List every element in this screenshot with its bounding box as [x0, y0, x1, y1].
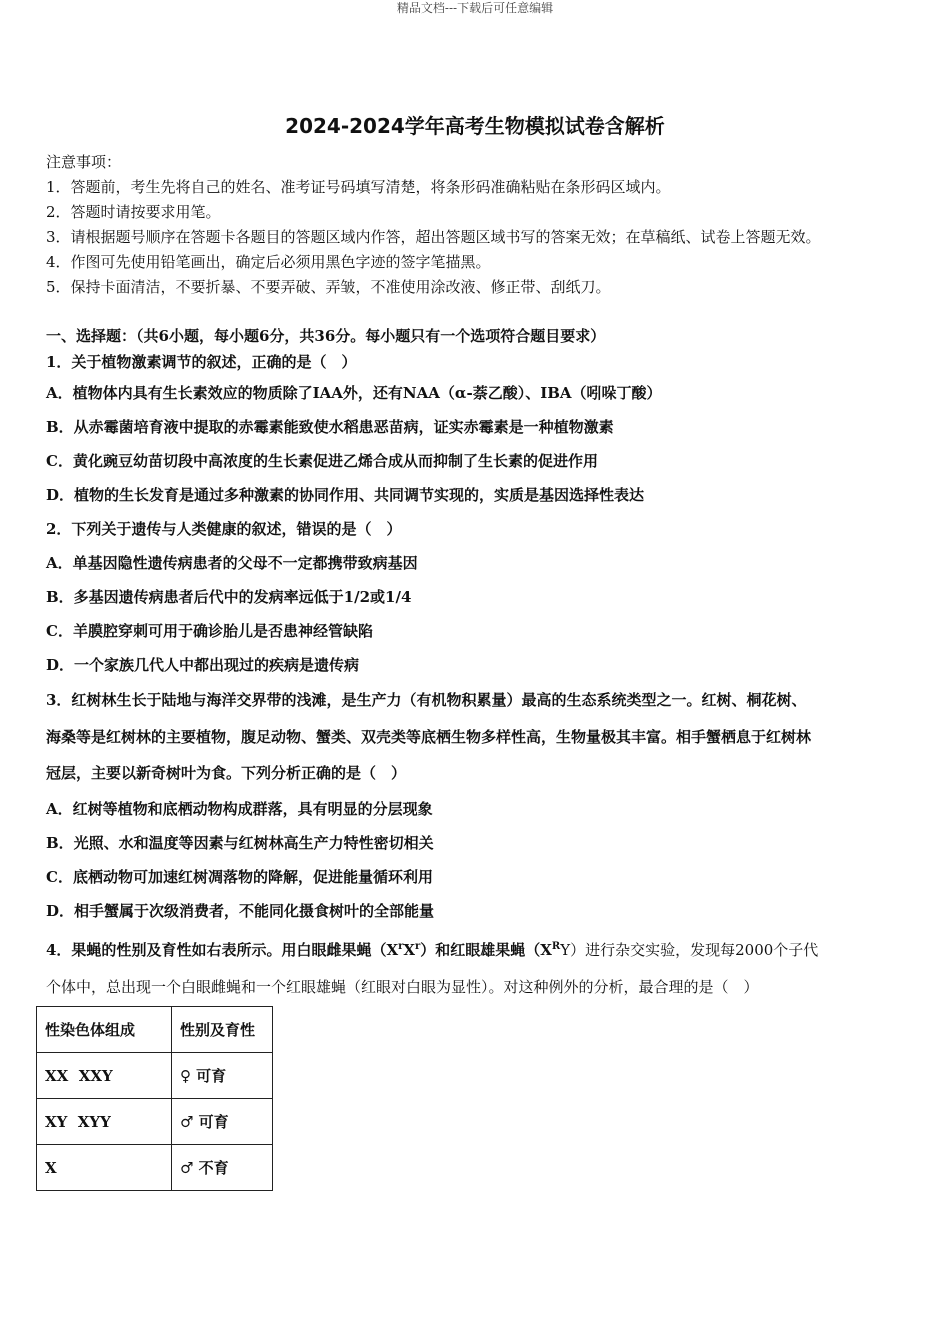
document-body — [46, 150, 916, 1006]
q4-mid1: X — [403, 940, 415, 959]
notice-heading: 注意事项： — [46, 153, 122, 171]
sex-chromosome-table — [36, 1006, 273, 1191]
question-2 — [46, 512, 916, 682]
spacer — [46, 300, 916, 324]
question-stem: 1．关于植物激素调节的叙述，正确的是（ ） — [46, 353, 357, 371]
q4-sup2: r — [415, 940, 421, 952]
question-3 — [46, 682, 916, 928]
table-row — [37, 1053, 273, 1099]
option-a: A．红树等植物和底栖动物构成群落，具有明显的分层现象 — [46, 799, 433, 818]
header-note: 精品文档---下载后可任意编辑 — [396, 1, 554, 15]
table-row — [37, 1099, 273, 1145]
question-stem: 2．下列关于遗传与人类健康的叙述，错误的是（ ） — [46, 520, 402, 538]
table-cell: ♂ 不育 — [172, 1145, 273, 1191]
option-b: B．从赤霉菌培育液中提取的赤霉素能致使水稻患恶苗病，证实赤霉素是一种植物激素 — [46, 418, 614, 436]
option-c: C．黄化豌豆幼苗切段中高浓度的生长素促进乙烯合成从而抑制了生长素的促进作用 — [46, 452, 598, 470]
q4-part3: Y）进行杂交实验，发现每2000个子代 — [560, 940, 819, 959]
table-header: 性别及育性 — [172, 1007, 273, 1053]
notice-item: 3．请根据题号顺序在答题卡各题目的答题区域内作答，超出答题区域书写的答案无效；在草稿纸、试卷上答题无效。 — [46, 228, 821, 246]
table-cell: XX XXY — [37, 1053, 172, 1099]
table-cell: ♂ 可育 — [172, 1099, 273, 1145]
table-header-row — [37, 1007, 273, 1053]
q4-sup1: r — [398, 940, 404, 952]
option-b: B．光照、水和温度等因素与红树林高生产力特性密切相关 — [46, 833, 434, 852]
table-cell: X — [37, 1145, 172, 1191]
q4-part2: ）和红眼雄果蝇（X — [420, 940, 552, 959]
option-c: C．羊膜腔穿刺可用于确诊胎儿是否患神经管缺陷 — [46, 622, 373, 640]
q4-sup3: R — [551, 940, 561, 952]
table-header: 性染色体组成 — [37, 1007, 172, 1053]
notice-item: 1．答题前，考生先将自己的姓名、准考证号码填写清楚，将条形码准确粘贴在条形码区域内。 — [46, 178, 671, 196]
notice-item: 2．答题时请按要求用笔。 — [46, 203, 221, 221]
option-c: C．底栖动物可加速红树凋落物的降解，促进能量循环利用 — [46, 867, 433, 886]
option-b: B．多基因遗传病患者后代中的发病率远低于1/2或1/4 — [46, 588, 412, 606]
page-title: 2024-2024学年高考生物模拟试卷含解析 — [285, 114, 665, 138]
section-heading: 一、选择题：（共6小题，每小题6分，共36分。每小题只有一个选项符合题目要求） — [46, 327, 606, 345]
question-stem-line: 个体中，总出现一个白眼雌蝇和一个红眼雄蝇（红眼对白眼为显性）。对这种例外的分析，最合理的是（ ） — [46, 977, 759, 996]
table-cell: XY XYY — [37, 1099, 172, 1145]
option-d: D．植物的生长发育是通过多种激素的协同作用、共同调节实现的，实质是基因选择性表达 — [46, 486, 645, 504]
question-4 — [46, 928, 916, 1006]
option-a: A．单基因隐性遗传病患者的父母不一定都携带致病基因 — [46, 554, 418, 572]
notice-item: 5．保持卡面清洁，不要折暴、不要弄破、弄皱，不准使用涂改液、修正带、刮纸刀。 — [46, 278, 611, 296]
question-1 — [46, 349, 916, 512]
question-stem-line: 3．红树林生长于陆地与海洋交界带的浅滩，是生产力（有机物积累量）最高的生态系统类型之一。红树、桐花树、 — [46, 691, 807, 709]
q4-part1: 4．果蝇的性别及育性如右表所示。用白眼雌果蝇（X — [46, 940, 399, 959]
notice-item: 4．作图可先使用铅笔画出，确定后必须用黑色字迹的签字笔描黑。 — [46, 253, 491, 271]
question-stem-line: 海桑等是红树林的主要植物，腹足动物、蟹类、双壳类等底栖生物多样性高，生物量极其丰富。相手蟹栖息于红树林 — [46, 727, 812, 746]
option-a: A．植物体内具有生长素效应的物质除了IAA外，还有NAA（α-萘乙酸）、IBA（吲哚丁酸） — [46, 384, 662, 402]
option-d: D．相手蟹属于次级消费者，不能同化摄食树叶的全部能量 — [46, 901, 435, 920]
table-row — [37, 1145, 273, 1191]
option-d: D．一个家族几代人中都出现过的疾病是遗传病 — [46, 656, 360, 674]
question-stem-line — [46, 928, 916, 969]
question-stem-line: 冠层，主要以新奇树叶为食。下列分析正确的是（ ） — [46, 764, 407, 782]
table-cell: ♀ 可育 — [172, 1053, 273, 1099]
